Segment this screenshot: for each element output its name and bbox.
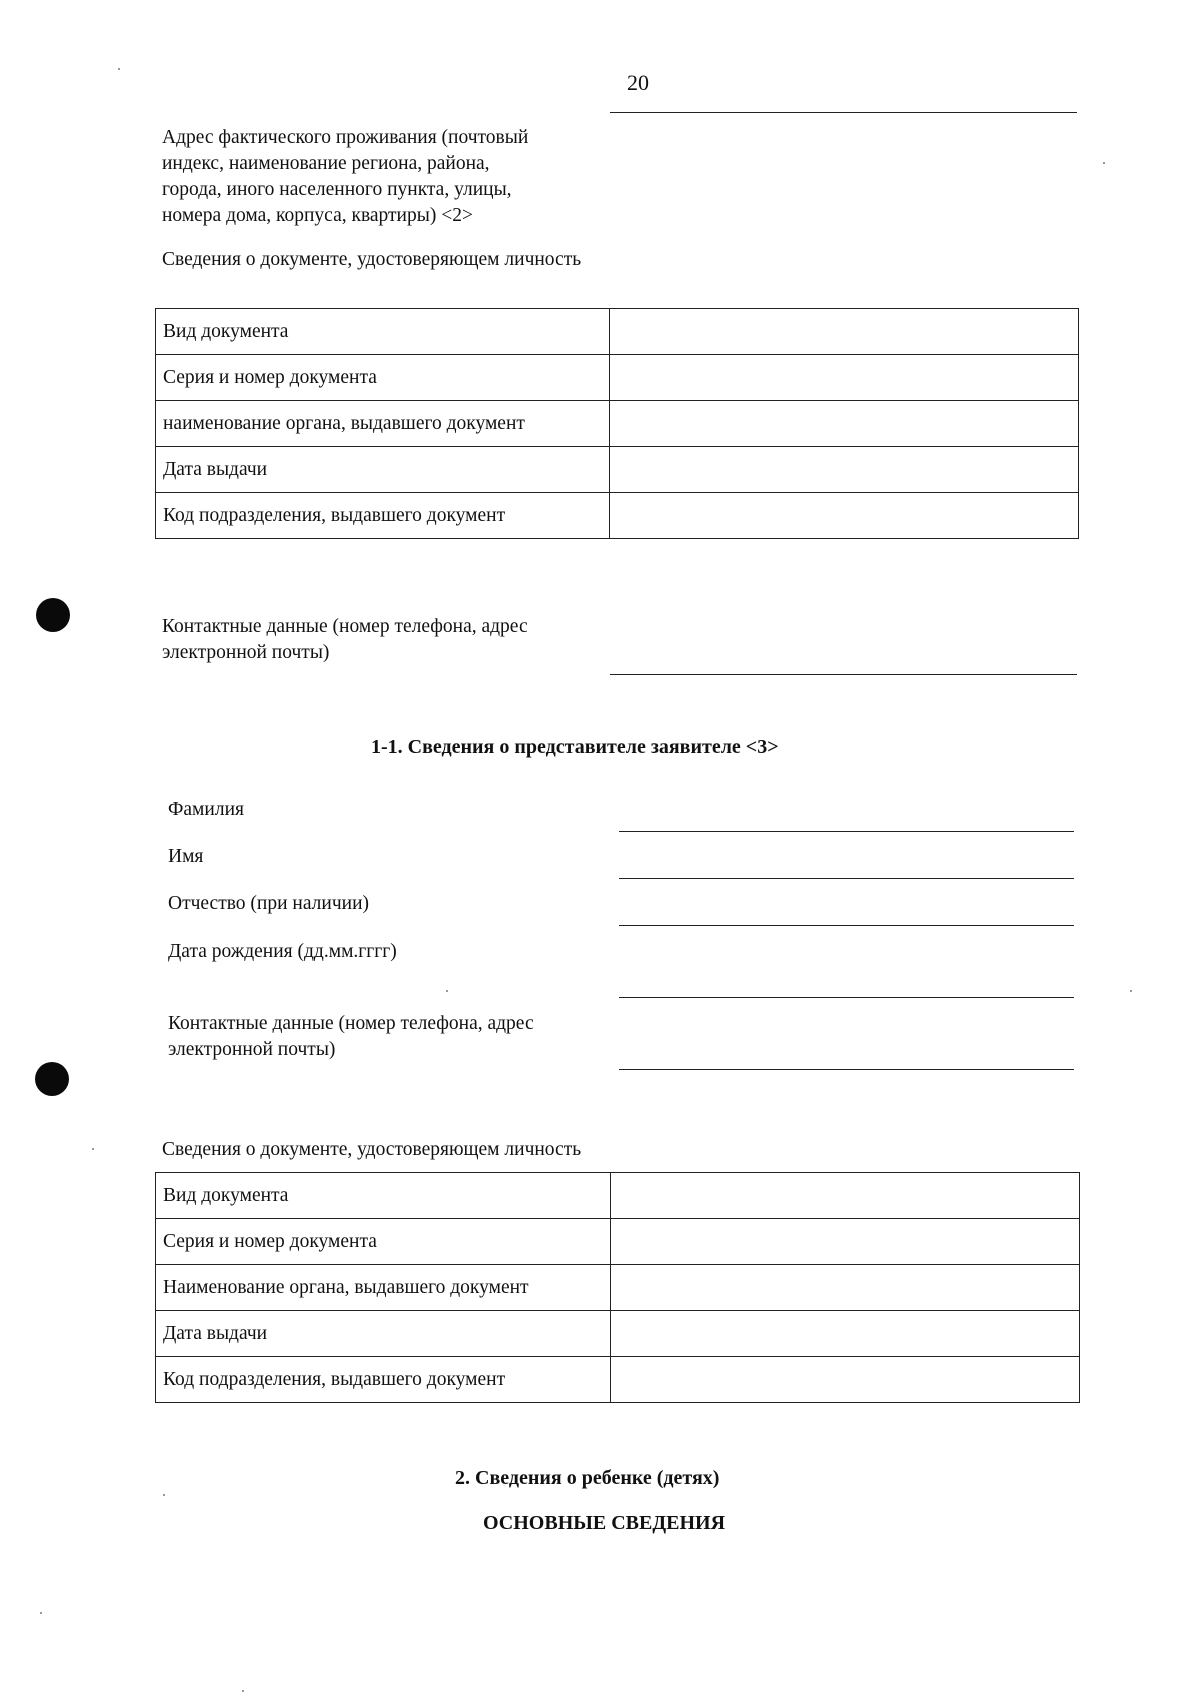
child-section-subheading: ОСНОВНЫЕ СВЕДЕНИЯ	[483, 1512, 726, 1534]
scan-speck	[242, 1690, 244, 1692]
name-value-line[interactable]	[619, 878, 1074, 879]
scan-speck	[40, 1612, 42, 1614]
row-label: наименование органа, выдавшего документ	[156, 401, 610, 447]
table-row	[156, 447, 1079, 493]
row-value-cell[interactable]	[610, 401, 1079, 447]
contacts-label-line: электронной почты)	[162, 642, 330, 663]
table-row	[156, 1219, 1080, 1265]
table-row	[156, 401, 1079, 447]
row-value-cell[interactable]	[611, 1173, 1080, 1219]
contacts-value-line[interactable]	[610, 674, 1077, 675]
contacts-label-line: Контактные данные (номер телефона, адрес	[162, 616, 528, 637]
scan-speck	[1130, 990, 1132, 992]
representative-contacts-label	[168, 1011, 534, 1063]
row-label: Вид документа	[156, 1173, 611, 1219]
row-label: Дата выдачи	[156, 447, 610, 493]
address-label-line: города, иного населенного пункта, улицы,	[162, 179, 512, 200]
representative-id-doc-caption: Сведения о документе, удостоверяющем личность	[162, 1139, 582, 1160]
patronymic-value-line[interactable]	[619, 925, 1074, 926]
scan-speck	[446, 990, 448, 992]
contacts-label	[162, 614, 528, 666]
field-label-name: Имя	[168, 846, 204, 867]
representative-contacts-value-line[interactable]	[619, 1069, 1074, 1070]
scan-speck	[163, 1494, 165, 1496]
child-section-heading: 2. Сведения о ребенке (детях)	[455, 1467, 720, 1489]
applicant-id-doc-table	[155, 308, 1079, 539]
birthdate-value-line[interactable]	[619, 997, 1074, 998]
field-label-patronymic: Отчество (при наличии)	[168, 893, 370, 914]
scan-speck	[92, 1148, 94, 1150]
address-label-line: Адрес фактического проживания (почтовый	[162, 127, 529, 148]
row-label: Дата выдачи	[156, 1311, 611, 1357]
row-label: Серия и номер документа	[156, 1219, 611, 1265]
row-value-cell[interactable]	[610, 447, 1079, 493]
address-label-line: индекс, наименование региона, района,	[162, 153, 490, 174]
table-row	[156, 1357, 1080, 1403]
row-value-cell[interactable]	[610, 309, 1079, 355]
row-value-cell[interactable]	[611, 1265, 1080, 1311]
table-row	[156, 1311, 1080, 1357]
id-doc-caption: Сведения о документе, удостоверяющем личность	[162, 249, 582, 270]
row-value-cell[interactable]	[610, 355, 1079, 401]
scan-speck	[1103, 162, 1105, 164]
row-value-cell[interactable]	[611, 1357, 1080, 1403]
row-label: Серия и номер документа	[156, 355, 610, 401]
field-label-surname: Фамилия	[168, 799, 244, 820]
row-label: Код подразделения, выдавшего документ	[156, 493, 610, 539]
contacts-label-line: Контактные данные (номер телефона, адрес	[168, 1013, 534, 1034]
address-label	[162, 125, 528, 229]
table-row	[156, 493, 1079, 539]
row-label: Код подразделения, выдавшего документ	[156, 1357, 611, 1403]
representative-id-doc-table	[155, 1172, 1080, 1403]
row-label: Вид документа	[156, 309, 610, 355]
scan-speck	[118, 68, 120, 70]
field-label-birthdate: Дата рождения (дд.мм.гггг)	[168, 941, 397, 962]
address-label-line: номера дома, корпуса, квартиры) <2>	[162, 205, 473, 226]
page-number: 20	[627, 70, 649, 95]
representative-heading: 1-1. Сведения о представителе заявителе <3>	[371, 736, 779, 758]
punch-hole	[35, 1062, 69, 1096]
table-row	[156, 1173, 1080, 1219]
row-value-cell[interactable]	[611, 1219, 1080, 1265]
row-value-cell[interactable]	[611, 1311, 1080, 1357]
address-value-line[interactable]	[610, 112, 1077, 113]
contacts-label-line: электронной почты)	[168, 1039, 336, 1060]
row-label: Наименование органа, выдавшего документ	[156, 1265, 611, 1311]
table-row	[156, 355, 1079, 401]
surname-value-line[interactable]	[619, 831, 1074, 832]
row-value-cell[interactable]	[610, 493, 1079, 539]
table-row	[156, 309, 1079, 355]
punch-hole	[36, 598, 70, 632]
table-row	[156, 1265, 1080, 1311]
